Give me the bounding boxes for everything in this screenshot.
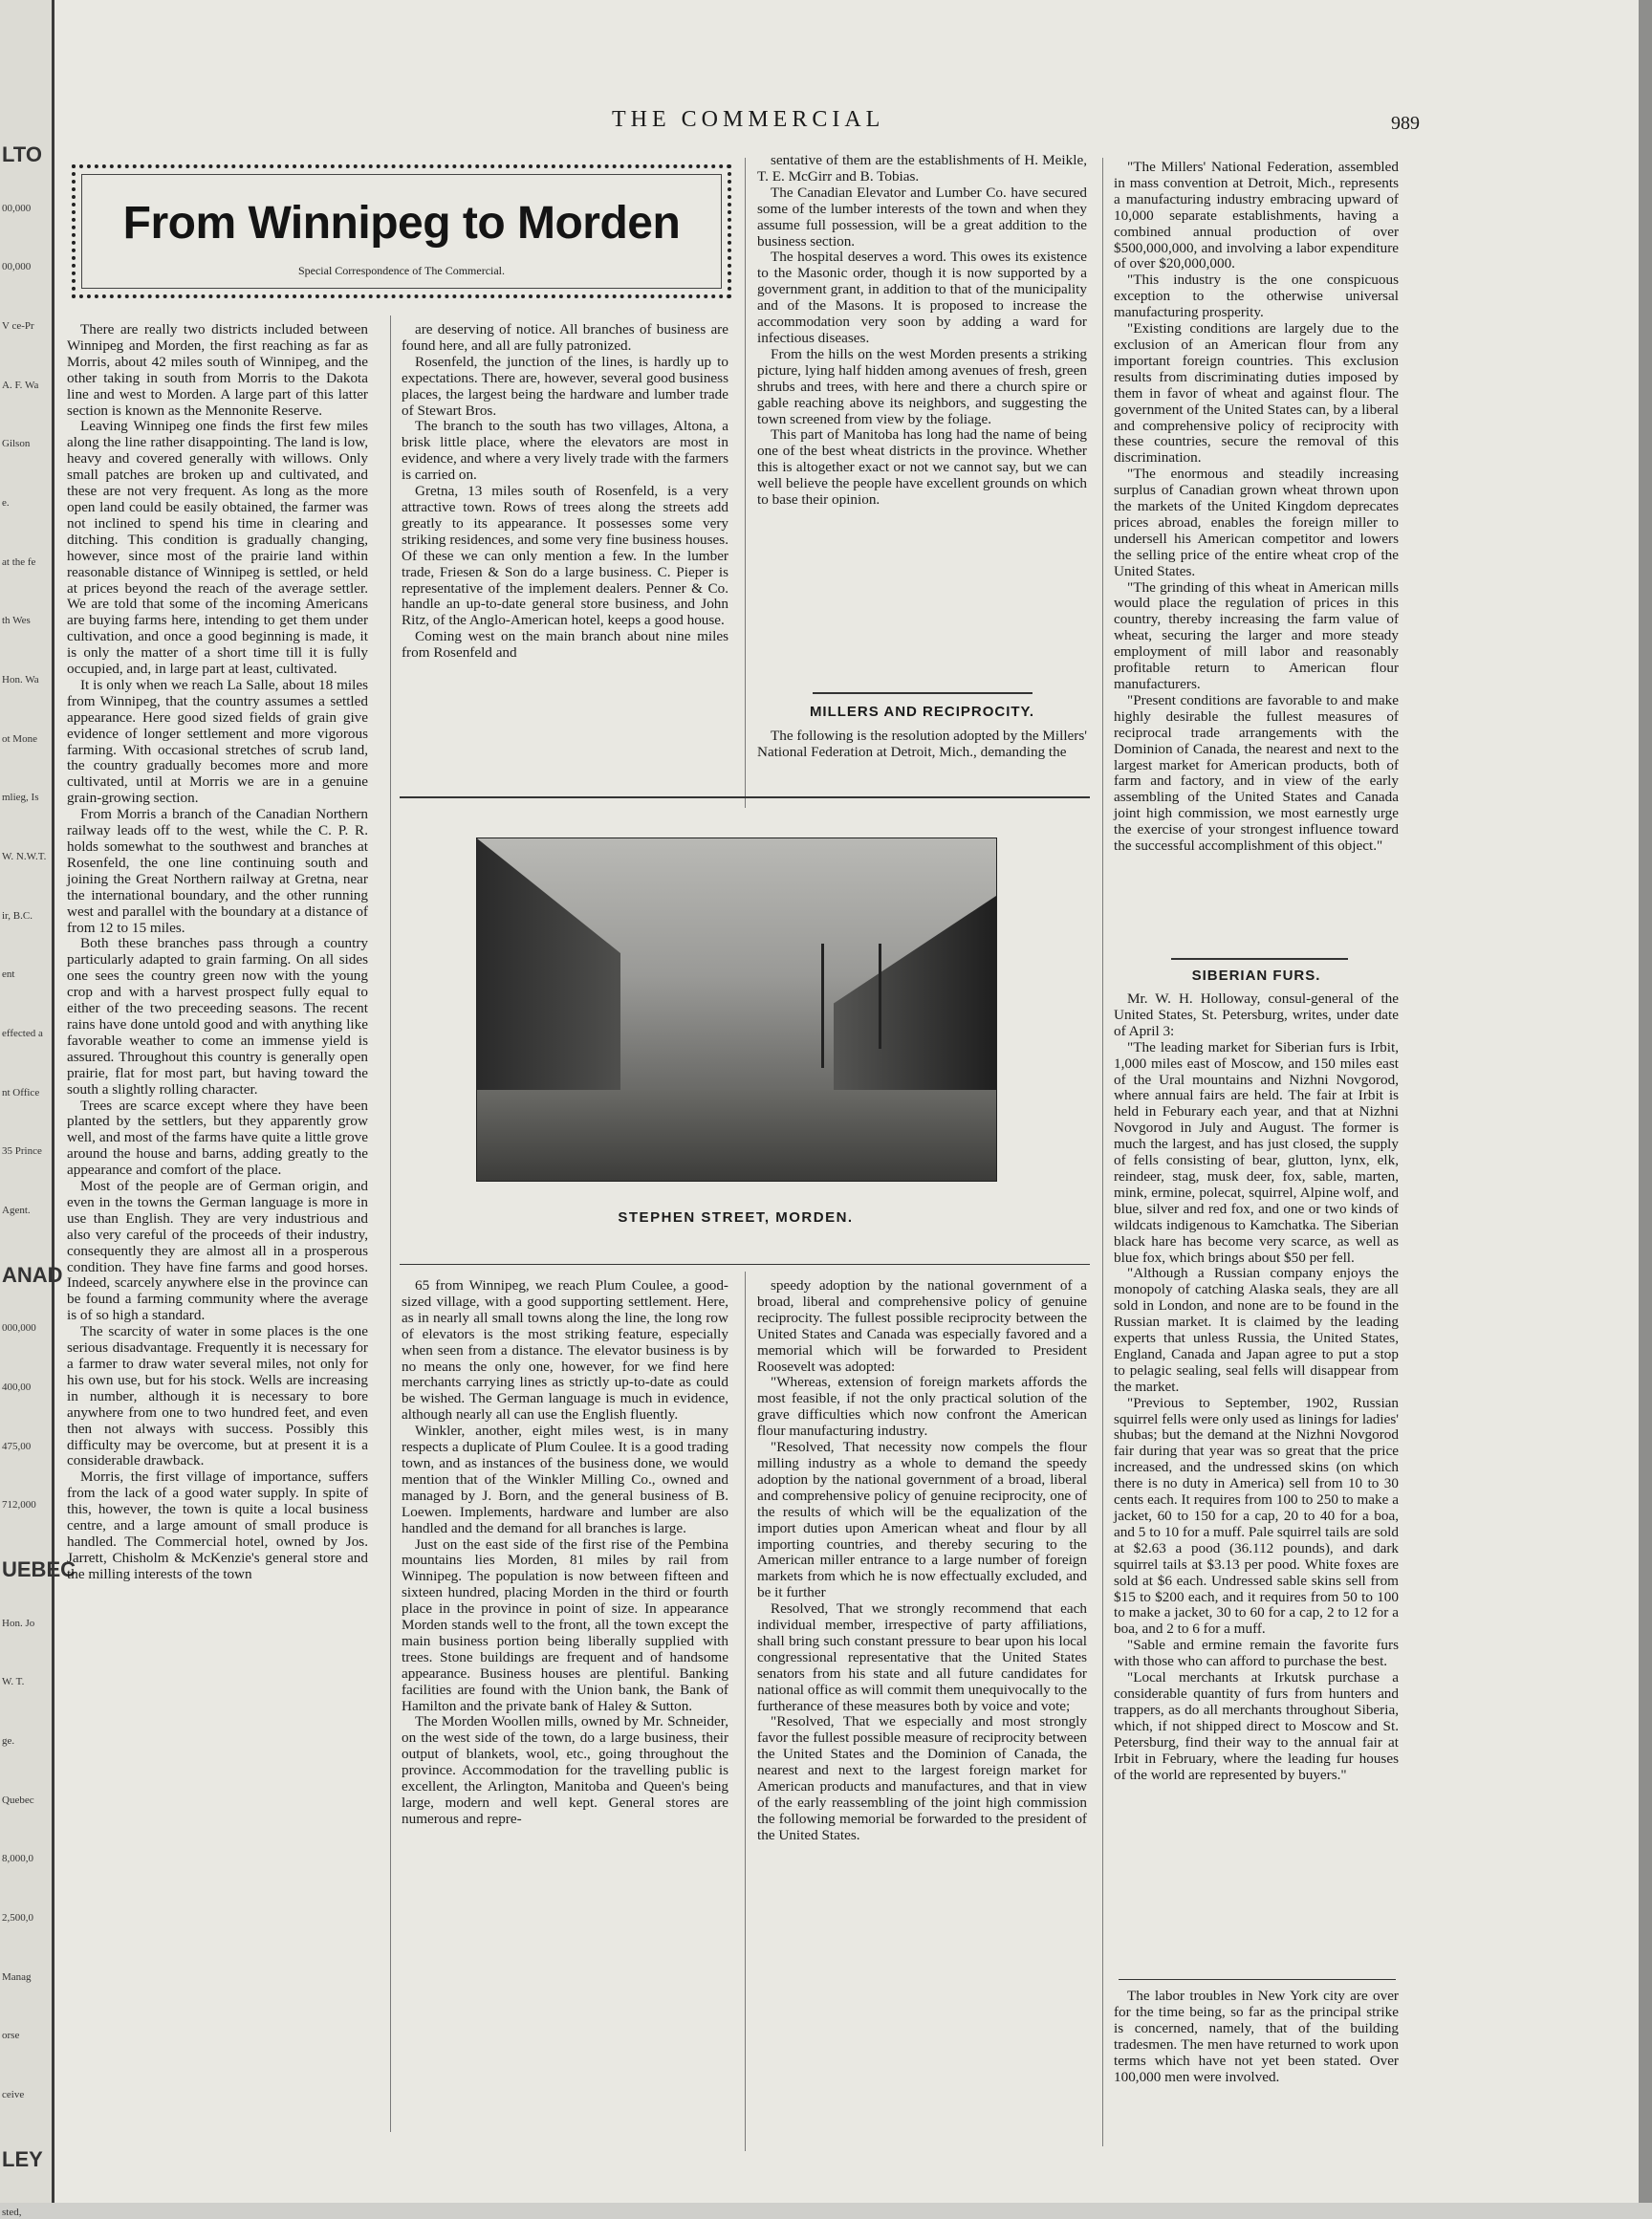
paragraph: "The grinding of this wheat in American mills would place the regulation of prices in this country, thereby increasing the farm value of wheat, securing the larger and more steady employment of mill labor and reasonably profitable return to American flour manufacturers. [1114,578,1399,692]
margin-fragment: orse [2,2030,20,2042]
margin-fragment: at the fe [2,555,36,568]
paragraph: "Although a Russian company enjoys the monopoly of catching Alaska seals, they are all sold in London, and none are to be found in the Russian market. It is claimed by the leading experts that unless Russia, the United States, England, Canada and Japan agree to put a stop to pelagic sealing, seal fells will disappear from the market. [1114,1265,1399,1395]
margin-fragment: W. T. [2,1676,25,1688]
paragraph: The Canadian Elevator and Lumber Co. have secured some of the lumber interests of the town and when they assume full possession, will be a great addition to the business section. [757,184,1087,250]
margin-fragment: 2,500,0 [2,1912,33,1924]
margin-fragment: V ce-Pr [2,320,34,332]
margin-fragment: 712,000 [2,1499,36,1512]
margin-fragment: Manag [2,1970,32,1983]
column-rule-3 [1102,158,1103,2146]
photo-caption: STEPHEN STREET, MORDEN. [618,1209,854,1226]
paragraph: "Sable and ermine remain the favorite furs with those who can afford to purchase the best. [1114,1637,1399,1670]
photo-pole [879,944,881,1049]
margin-fragment: W. N.W.T. [2,851,47,862]
paragraph: sentative of them are the establishments of H. Meikle, T. E. McGirr and B. Tobias. [757,152,1087,185]
paragraph: There are really two districts included between Winnipeg and Morden, the first reaching as far as Morris, about 42 miles south of Winnipeg, and the other taking in south from Morris to the Dakota line and west to Morden. A large part of this latter section is known as the Mennonite Reserve. [67,321,368,419]
paragraph: Both these branches pass through a country particularly adapted to grain farming. On all sides one sees the country green now with the young crop and with a harvest prospect fully equal to either of the two preceeding seasons. The recent rains have done untold good and with anything like favorable weather to come an immense yield is assured. Throughout this country is generally open prairie, flat for most part, but having toward the south a slightly rolling character. [67,935,368,1098]
margin-fragment: nt Office [2,1086,40,1099]
margin-fragment: ANAD [2,1262,63,1287]
section-rule-millers [813,692,1032,694]
margin-fragment: th Wes [2,615,31,627]
paragraph: Most of the people are of German origin, and even in the towns the German language is more in use than English. They are very industrious and also very careful of the proceeds of their industry, consequently they are almost all in a prosperous condition. They have fine farms and good horses. Indeed, scarcely anywhere else in the province can be found a farming community where the average is of so high a standard. [67,1178,368,1324]
margin-fragment: Quebec [2,1794,34,1806]
margin-fragment: effected a [2,1028,43,1039]
margin-fragment: 35 Prince [2,1145,42,1158]
paragraph: The labor troubles in New York city are over for the time being, so far as the principal strike is concerned, namely, that of the building tradesmen. The men have returned to work upon terms which have not yet been stated. Over 100,000 men were involved. [1114,1988,1399,2085]
paragraph: "Whereas, extension of foreign markets affords the most feasible, if not the only practical solution of the grave difficulties which now confront the American flour manufacturing industry. [757,1374,1087,1440]
margin-fragment: 00,000 [2,261,32,273]
column-rule-2b [745,1272,746,2151]
paragraph: This part of Manitoba has long had the name of being one of the best wheat districts in the province. Whether this is altogether exact or not we cannot say, but we can well believe the people have excellent grounds on which to base their opinion. [757,426,1087,509]
margin-fragment: sted, [2,2207,22,2219]
paragraph: The following is the resolution adopted by the Millers' National Federation at Detroit, Mich., demanding the [757,728,1087,760]
siberian-heading: SIBERIAN FURS. [1191,968,1321,984]
article-byline: Special Correspondence of The Commercial. [297,264,506,277]
paragraph: Winkler, another, eight miles west, is in many respects a duplicate of Plum Coulee. It is a good trading town, and as instances of the business done, we would mention that of the Winkler Milling Co., owned and managed by J. Born, and the general business of B. Loewen. Implements, hardware and lumber are also handled and the demand for all branches is large. [402,1423,728,1536]
margin-fragment: LEY [2,2146,43,2171]
margin-fragment: LTO [2,142,42,166]
margin-fragment: ge. [2,1735,15,1747]
paragraph: The hospital deserves a word. This owes its existence to the Masonic order, though it is now supported by a government grant, in addition to that of the municipality and of the Masons. It is proposed to increase the accommodation very soon by adding a ward for infectious diseases. [757,249,1087,346]
running-head: THE COMMERCIAL [612,107,885,132]
paragraph: "Local merchants at Irkutsk purchase a considerable quantity of furs from hunters and trappers, as do all merchants throughout Siberia, which, if not shipped direct to Moscow and St. Petersburg, find their way to the annual fair at Irbit in February, where the leading fur houses of the world are represented by buyers." [1114,1669,1399,1783]
paragraph: "The leading market for Siberian furs is Irbit, 1,000 miles east of Moscow, and 150 miles east of the Ural mountains and Nizhni Novgorod, where annual fairs are held. The fair at Irbit is held in Feburary each year, and that at Nizhni Novgorod in July and August. The former is much the largest, and has just closed, the supply of fells consisting of bear, glutton, lynx, elk, reindeer, stag, musk deer, fox, sable, marten, mink, ermine, polecat, squirrel, Alpine wolf, and blue, silver and red fox, and one or two kinds of wildcats indigenous to Kamchatka. The Siberian black hare has become very scarce, as well as blue fox, which brings about $50 per fell. [1114,1038,1399,1266]
article-column-1 [67,322,368,2043]
paragraph: Mr. W. H. Holloway, consul-general of the United States, St. Petersburg, writes, under date of April 3: [1114,990,1399,1039]
paragraph: From Morris a branch of the Canadian Northern railway leads off to the west, while the C. P. R. holds somewhat to the southwest and branches at Rosenfeld, the one line continuing south and joining the Great Northern railway at Gretna, near the international boundary, and the other running west and parallel with the boundary at a distance of from 12 to 15 miles. [67,806,368,936]
margin-fragment: mlieg, Is [2,792,39,804]
headline-box [72,164,731,298]
siberian-column [1114,991,1399,1976]
page-edge-shadow [1639,0,1652,2203]
paragraph: Resolved, That we strongly recommend that each individual member, irrespective of party affiliations, shall bring such constant pressure to bear upon his local congressional representative that the United States senators from his state and all future candidates for national office as will commit them unequivocally to the furtherance of these measures both by voice and vote; [757,1600,1087,1714]
paragraph: Leaving Winnipeg one finds the first few miles along the line rather disappointing. The land is low, heavy and covered generally with willows. Only small patches are broken up and cultivated, and these are not very frequent. As long as the more open land could be easily obtained, the farmer was not inclined to spend his time in clearing and ditching. This condition is gradually changing, however, since most of the prairie land within reasonable distance of Winnipeg is settled, or held at prices beyond the reach of the average settler. We are told that some of the incoming Americans are buying farms here, intending to get them under cultivation, and once a good beginning is made, it is only the matter of a short time till it is fully occupied, and, in large part at least, cultivated. [67,418,368,678]
column-rule-2 [745,158,746,808]
margin-fragment: Gilson [2,438,31,450]
street-photo [476,838,997,1182]
paragraph: "Resolved, That we especially and most strongly favor the fullest possible measure of reciprocity between the United States and the Dominion of Canada, the nearest and next to the largest foreign market for American products and manufactures, and that in view of the early reassembling of the joint high commission the following memorial be forwarded to the president of the United States. [757,1713,1087,1843]
margin-fragment: ir, B.C. [2,909,33,922]
margin-fragment: e. [2,497,10,509]
paragraph: From the hills on the west Morden presents a striking picture, lying half hidden among avenues of fresh, green shrubs and trees, with here and there a church spire or gable reaching above its neighbors, and suggesting the town screened from view by the foliage. [757,345,1087,427]
millers-column-3-top [757,729,1087,786]
paragraph: "Existing conditions are largely due to the exclusion of an American flour from any important foreign countries. This exclusion results from discriminating duties imposed by them in favor of wheat and against flour. The government of the United States can, by a liberal and comprehensive policy of reciprocity with these countries, secure the removal of this discrimination. [1114,320,1399,467]
photo-pole [821,944,824,1068]
margin-fragment: 00,000 [2,202,32,214]
margin-fragment: UEBEC [2,1557,76,1581]
article-headline: From Winnipeg to Morden [122,198,681,249]
section-rule-siberian [1171,958,1348,960]
article-column-2-bottom [402,1278,728,2120]
margin-fragment: 475,00 [2,1440,32,1452]
article-column-2-top [402,322,728,786]
margin-fragment: 8,000,0 [2,1853,33,1865]
paragraph: Coming west on the main branch about nine miles from Rosenfeld and [402,628,728,662]
millers-column-4 [1114,160,1399,953]
paragraph: The Morden Woollen mills, owned by Mr. Schneider, on the west side of the town, do a large business, their output of blankets, wool, etc., going throughout the province. Accommodation for the travelling public is excellent, the Arlington, Manitoba and Queen's being large, modern and well kept. General stores are numerous and repre- [402,1713,728,1827]
paragraph: Morris, the first village of importance, suffers from the lack of a good water supply. In spite of this, however, the town is quite a local business centre, and a large amount of small produce is handled. The Commercial hotel, owned by Jos. Jarrett, Chisholm & McKenzie's general store and the milling interests of the town [67,1468,368,1582]
paragraph: Gretna, 13 miles south of Rosenfeld, is a very attractive town. Rows of trees along the streets add greatly to its appearance. It possesses some very striking residences, and some very fine business houses. Of these we can only mention a few. In the lumber trade, Friesen & Son do a large business. C. Pieper is representative of the implement dealers. Penner & Co. handle an up-to-date general store business, and John Ritz, of the Anglo-American hotel, keeps a good house. [402,483,728,629]
article-column-3-top [757,153,1087,684]
paragraph: Just on the east side of the first rise of the Pembina mountains lies Morden, 81 miles by rail from Winnipeg. The population is now between fifteen and sixteen hundred, placing Morden in the third or fourth place in the province in point of size. In appearance Morden stands well to the front, all the town except the main business portion being liberally supplied with trees. Stone buildings are frequent and of handsome appearance. Business houses are plentiful. Banking facilities are found with the Union bank, the Bank of Hamilton and the private bank of Haley & Sutton. [402,1535,728,1714]
paragraph: "Present conditions are favorable to and make highly desirable the fullest measures of reciprocal trade arrangements with the Dominion of Canada, the nearest and next to the largest market for American products, both of farm and factory, and in view of the early assembling of the United States and Canada joint high commission, we most earnestly urge the exercise of your strongest influence toward the successful accomplishment of this object." [1114,691,1399,855]
paragraph: are deserving of notice. All branches of business are found here, and all are fully patronized. [402,321,728,354]
millers-heading: MILLERS AND RECIPROCITY. [809,704,1035,720]
margin-fragment: 400,00 [2,1381,32,1393]
paragraph: "Previous to September, 1902, Russian squirrel fells were only used as linings for ladies' shubas; but the demand at the Nizhni Novgorod fair during that year was so great that the price increased, and the undressed skins (on which there is no duty in America) sell from 10 to 30 cents each. It requires from 100 to 250 to make a jacket, 60 to 150 for a cap, 20 to 40 for a boa, and 5 to 10 for a muff. Pale squirrel tails are sold at $2.63 a pood (36.112 pounds), and dark squirrel tails at $3.13 per pood. White foxes are sold at $6 each. Undressed sable skins sell from $15 to $200 each, and it requires from 50 to 100 to make a jacket, 30 to 60 for a cap, 2 to 12 for a boa, and 2 to 6 for a muff. [1114,1394,1399,1638]
margin-fragment: Hon. Jo [2,1617,35,1629]
margin-fragment: Hon. Wa [2,674,39,685]
labor-column [1114,1989,1399,2122]
paragraph: 65 from Winnipeg, we reach Plum Coulee, a good-sized village, with a good supporting settlement. Here, as in nearly all small towns along the line, the long row of elevators is the most striking feature, especially when seen from a distance. The elevator business is by no means the only one, however, for we find here merchants carrying lines as strictly up-to-date as could be wished. The German language is much in evidence, although nearly all can use the English fluently. [402,1277,728,1424]
paragraph: "Resolved, That necessity now compels the flour milling industry as a whole to demand the speedy adoption by the national government of a broad, liberal and comprehensive policy of genuine reciprocity, one of the results of which will be the equalization of the import duties upon American wheat and flour by all importing countries, and thereby securing to the American miller entrance to a large number of foreign markets from which he is now effectually excluded, and be it further [757,1439,1087,1601]
margin-fragment: ent [2,968,15,981]
column-rule-1 [390,315,391,2132]
margin-fragment: 000,000 [2,1322,36,1335]
photo-top-rule [400,796,1090,798]
photo-bottom-rule [400,1264,1090,1265]
page-number: 989 [1391,113,1420,134]
paragraph: The branch to the south has two villages, Altona, a brisk little place, where the elevators are most in evidence, and where a very lively trade with the farmers is carried on. [402,418,728,484]
margin-fragment: ceive [2,2089,25,2100]
margin-fragment: A. F. Wa [2,379,39,391]
paragraph: "The Millers' National Federation, assembled in mass convention at Detroit, Mich., represents a manufacturing industry embracing upward of 10,000 separate establishments, having a combined annual production of over $500,000,000, and involving a labor expenditure of over $20,000,000. [1114,159,1399,272]
paragraph: It is only when we reach La Salle, about 18 miles from Winnipeg, that the country assumes a settled appearance. Here good sized fields of grain give evidence of longer settlement and more vigorous farming. With occasional stretches of scrub land, the country gradually becomes more and more cultivated, until at Morris we are in a genuine grain-growing section. [67,676,368,807]
margin-fragment: Agent. [2,1205,31,1216]
photo-road [477,1090,996,1181]
section-rule-labor [1119,1979,1396,1980]
photo-building-left [477,838,620,1125]
paragraph: "This industry is the one conspicuous exception to the otherwise universal manufacturing prosperity. [1114,272,1399,321]
millers-column-3-bottom [757,1278,1087,2120]
adjacent-page-margin [0,0,76,2219]
paragraph: The scarcity of water in some places is the one serious disadvantage. Frequently it is necessary for a farmer to draw water several miles, not only for his own use, but for his stock. Wells are increasing in number, although it is necessary to bore anywhere from one to two hundred feet, and even then not always with success. Possibly this difficulty may be overcome, but at present it is a considerable drawback. [67,1323,368,1469]
paragraph: "The enormous and steadily increasing surplus of Canadian grown wheat thrown upon the markets of the United Kingdom deprecates prices abroad, enables the foreign miller to undersell his American competitor and lowers the selling price of the entire wheat crop of the United States. [1114,466,1399,579]
margin-fragment: ot Mone [2,732,37,745]
paragraph: speedy adoption by the national government of a broad, liberal and comprehensive policy of genuine reciprocity. The fullest possible reciprocity between the United States and Canada was especially favored and a memorial which will be forwarded to President Roosevelt was adopted: [757,1277,1087,1375]
paragraph: Rosenfeld, the junction of the lines, is hardly up to expectations. There are, however, several good business places, the largest being the hardware and lumber trade of Stewart Bros. [402,353,728,419]
paragraph: Trees are scarce except where they have been planted by the settlers, but they apparently grow well, and most of the farms have quite a little grove around the house and barns, adding greatly to the appearance and comfort of the place. [67,1097,368,1179]
